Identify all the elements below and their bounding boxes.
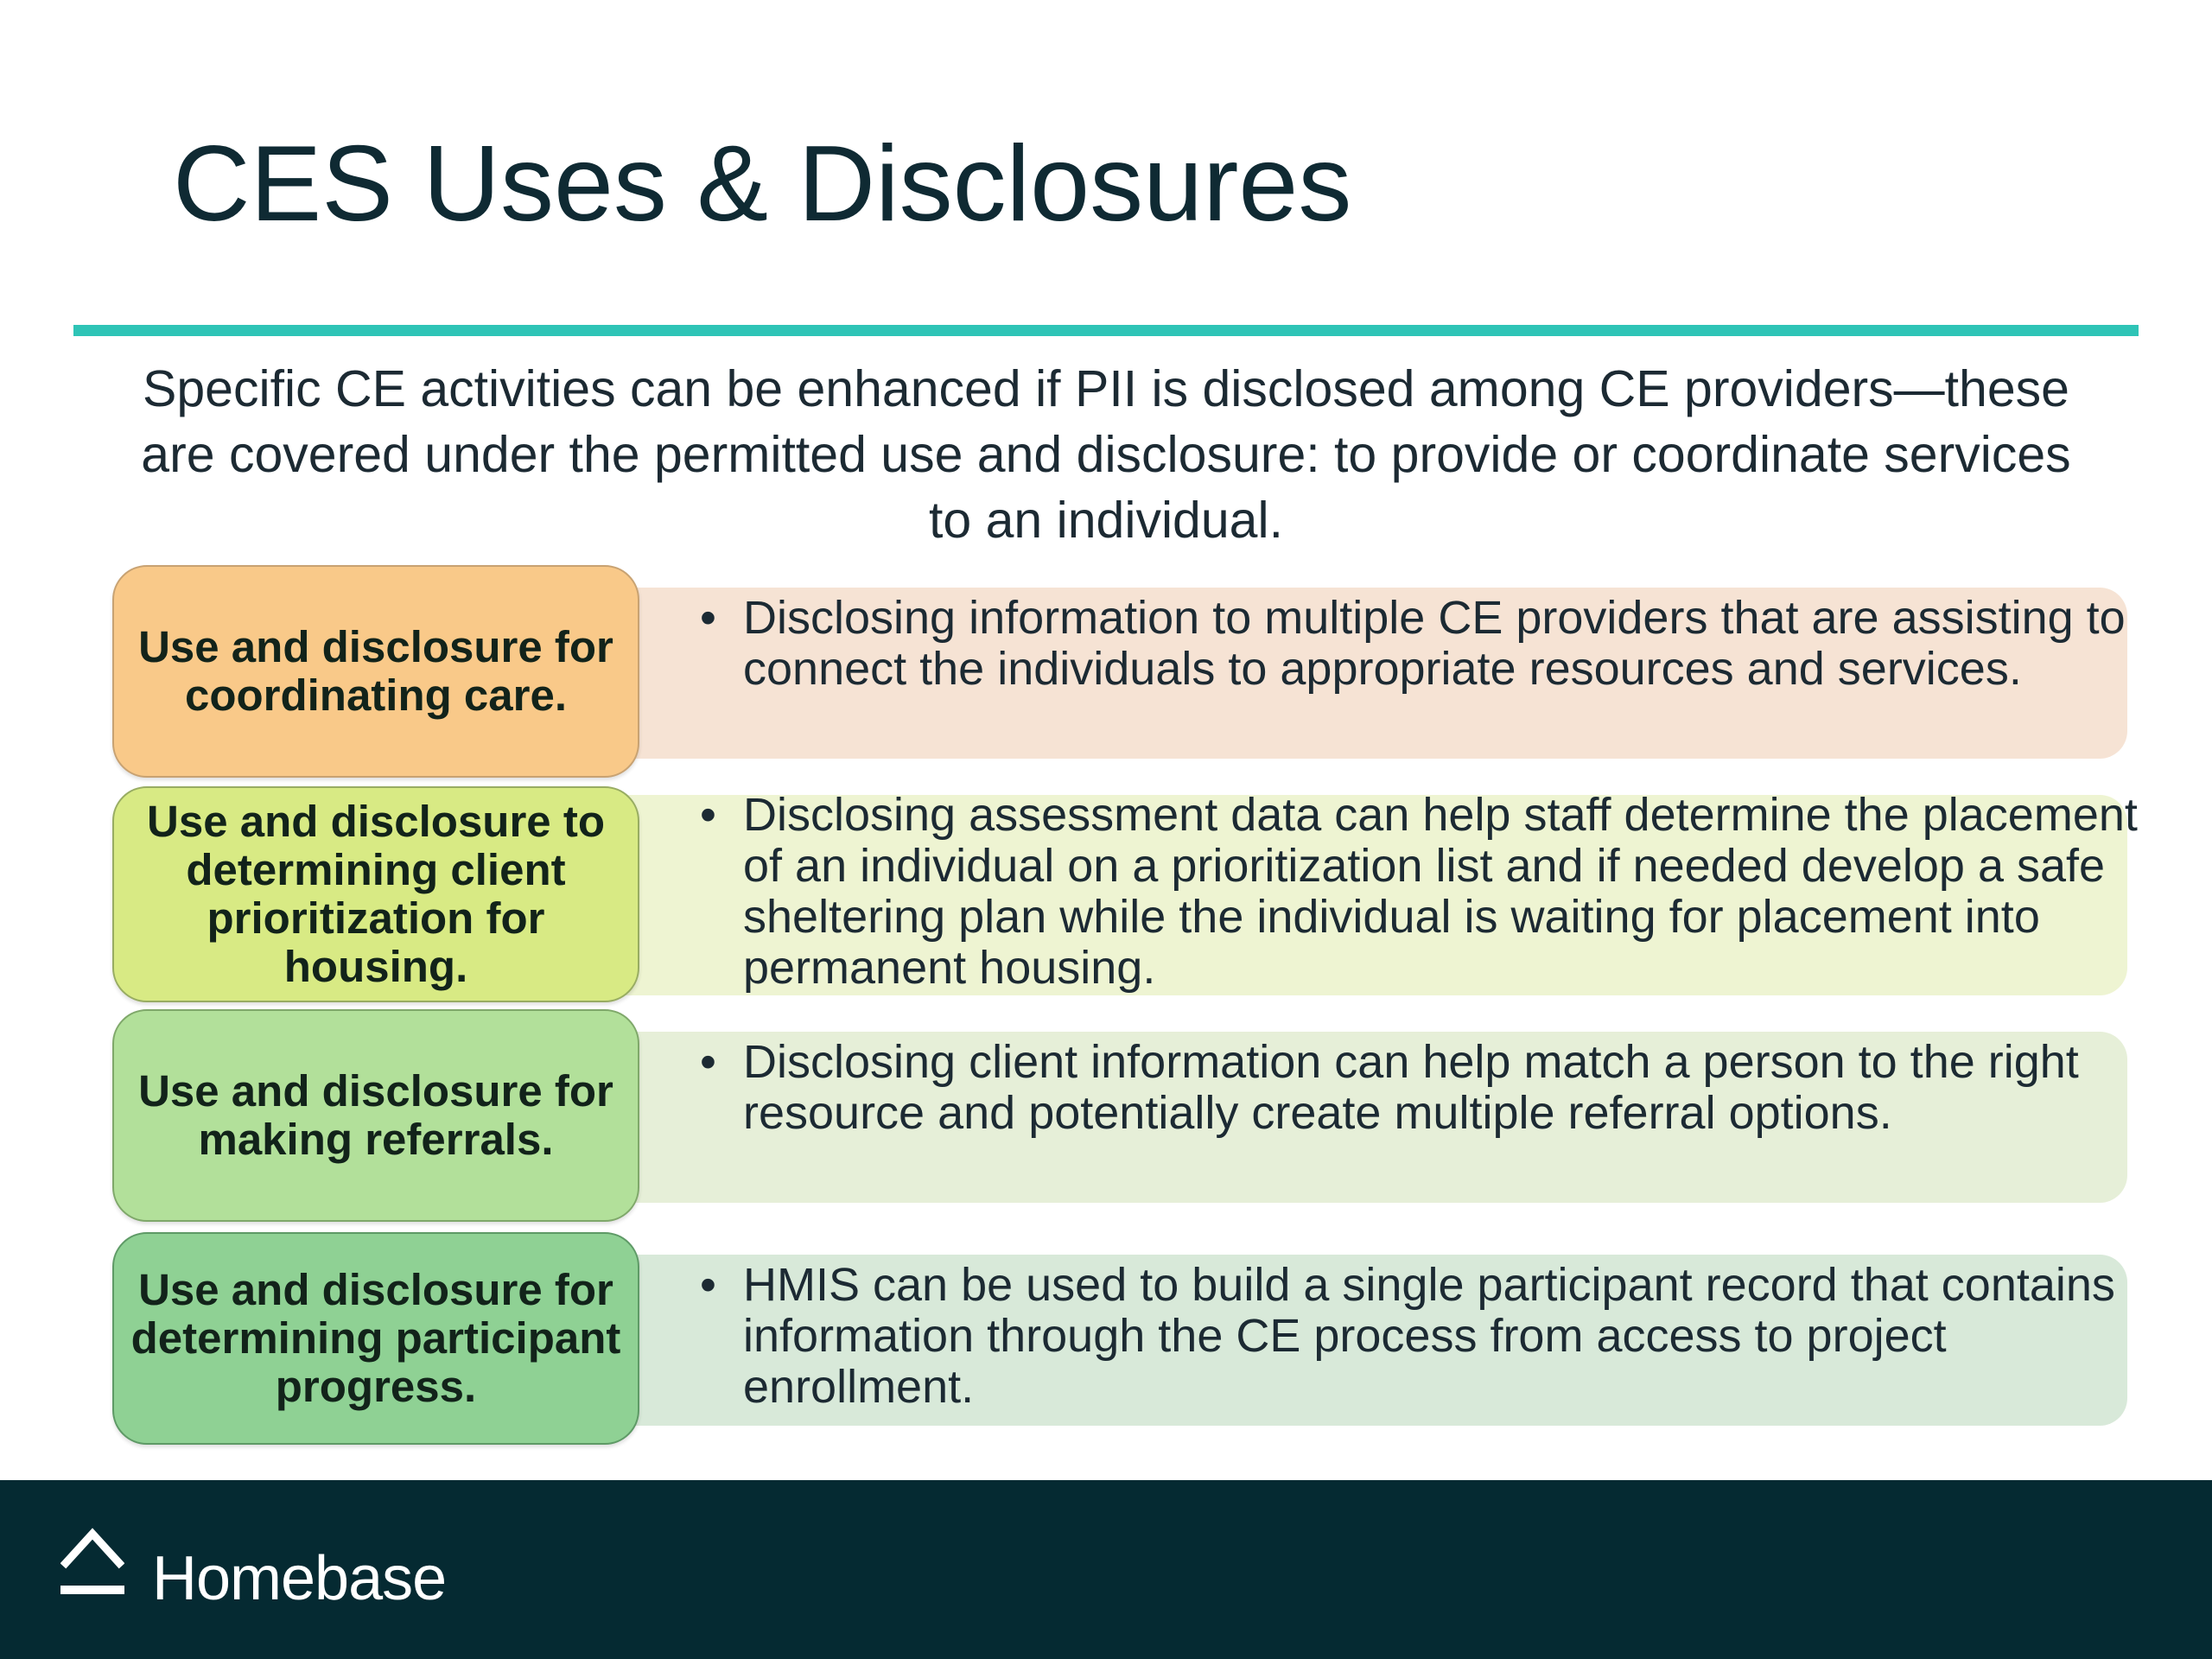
title-divider bbox=[73, 325, 2139, 336]
row-bullet-list bbox=[700, 1037, 2169, 1139]
row-label-box: Use and disclosure for determining participant progress. bbox=[112, 1232, 639, 1445]
slide-title: CES Uses & Disclosures bbox=[173, 124, 1352, 244]
disclosure-row-coordinating-care bbox=[112, 565, 2126, 778]
bullet-text: HMIS can be used to build a single participant record that contains information through the CE process from access to project enrollment. bbox=[743, 1259, 2115, 1413]
bullet-item bbox=[700, 1037, 2169, 1139]
row-bullet-list bbox=[700, 790, 2169, 994]
row-label-box: Use and disclosure to determining client prioritization for housing. bbox=[112, 786, 639, 1002]
row-bullet-list bbox=[700, 1260, 2169, 1413]
bullet-text: Disclosing client information can help match a person to the right resource and potentially create multiple referral options. bbox=[743, 1036, 2079, 1139]
bullet-item bbox=[700, 790, 2169, 994]
row-bullet-list bbox=[700, 593, 2169, 695]
disclosure-row-prioritization bbox=[112, 786, 2138, 1002]
bullet-item bbox=[700, 593, 2169, 695]
house-roof-icon bbox=[60, 1525, 124, 1605]
disclosure-row-participant-progress bbox=[112, 1232, 2126, 1445]
bullet-glyph: • bbox=[700, 789, 716, 841]
bullet-glyph: • bbox=[700, 1259, 716, 1311]
bullet-item bbox=[700, 1260, 2169, 1413]
row-label-box: Use and disclosure for coordinating care. bbox=[112, 565, 639, 778]
bullet-glyph: • bbox=[700, 592, 716, 644]
bullet-text: Disclosing information to multiple CE providers that are assisting to connect the individuals to appropriate resources and services. bbox=[743, 592, 2126, 695]
row-label-box: Use and disclosure for making referrals. bbox=[112, 1009, 639, 1222]
brand-name: Homebase bbox=[152, 1544, 447, 1613]
bullet-text: Disclosing assessment data can help staff determine the placement of an individual on a prioritization list and if needed develop a safe sheltering plan while the individual is waiting for placement into permanent housing. bbox=[743, 789, 2138, 994]
intro-text: Specific CE activities can be enhanced if PII is disclosed among CE providers—these are covered under the permitted use and disclosure: to provide or coordinate services to an individual. bbox=[141, 360, 2071, 549]
disclosure-row-referrals bbox=[112, 1009, 2126, 1222]
bullet-glyph: • bbox=[700, 1036, 716, 1088]
